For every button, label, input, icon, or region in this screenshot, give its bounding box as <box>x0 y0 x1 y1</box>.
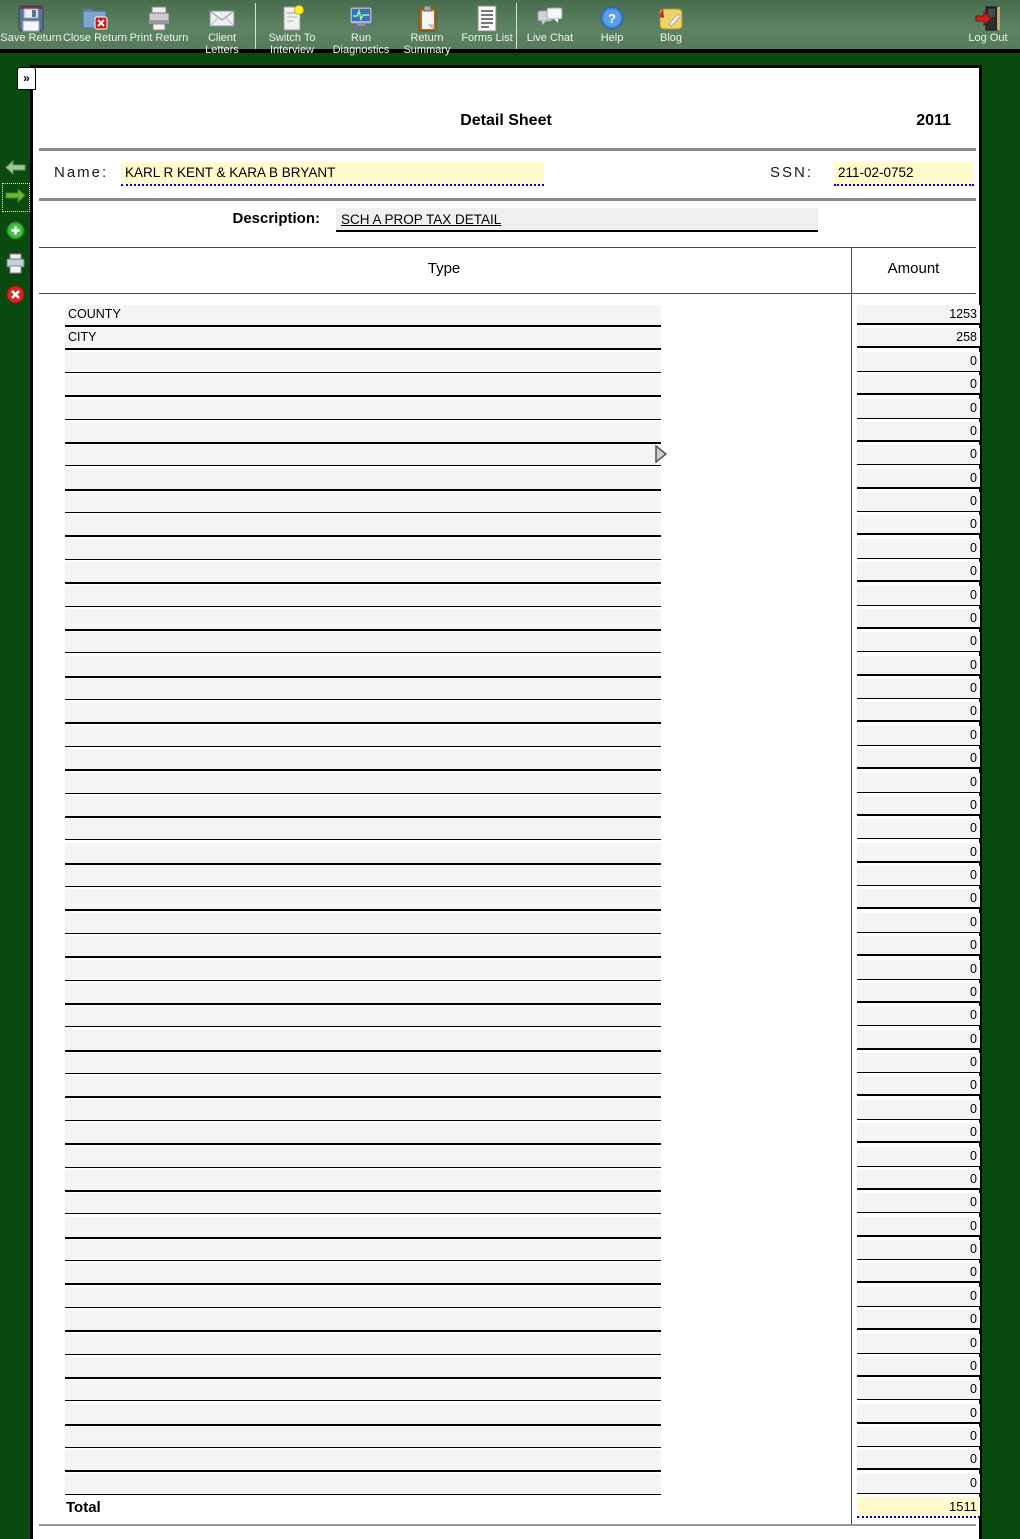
table-row <box>33 1099 979 1122</box>
type-field[interactable] <box>65 609 661 631</box>
print-form-button[interactable] <box>0 253 30 279</box>
table-rows <box>33 304 979 1496</box>
table-row <box>33 351 979 374</box>
amount-field[interactable]: 0 <box>857 889 980 909</box>
table-row <box>33 1426 979 1449</box>
table-row <box>33 1333 979 1356</box>
toolbar-separator <box>516 3 517 49</box>
table-row <box>33 538 979 561</box>
type-field[interactable] <box>65 843 661 865</box>
amount-field[interactable]: 0 <box>857 1240 980 1260</box>
sidebar-expand-tab[interactable] <box>17 67 36 90</box>
type-field[interactable] <box>65 1427 661 1448</box>
printer-icon <box>144 4 174 32</box>
table-row <box>33 748 979 771</box>
table-row <box>33 959 979 982</box>
folder-close-icon <box>80 4 110 32</box>
amount-field[interactable]: 0 <box>857 749 980 769</box>
log-out-label: Log Out <box>968 32 1008 44</box>
amount-field[interactable]: 0 <box>857 1404 980 1424</box>
toolbar-separator <box>255 3 256 49</box>
envelope-icon <box>207 4 237 32</box>
type-field[interactable] <box>65 1170 661 1192</box>
amount-field[interactable]: 0 <box>857 492 980 512</box>
table-row <box>33 444 979 467</box>
table-row <box>33 374 979 397</box>
amount-field[interactable]: 0 <box>857 913 980 933</box>
table-row <box>33 912 979 935</box>
amount-field[interactable]: 0 <box>857 702 980 722</box>
name-field[interactable]: KARL R KENT & KARA B BRYANT <box>121 162 544 186</box>
table-header <box>39 247 976 294</box>
table-row <box>33 1356 979 1379</box>
mouse-cursor <box>655 445 669 463</box>
svg-text:?: ? <box>608 10 616 26</box>
type-field[interactable] <box>65 702 661 724</box>
bottom-divider <box>39 1524 976 1526</box>
amount-field[interactable]: 0 <box>857 422 980 442</box>
table-row <box>33 772 979 795</box>
type-field[interactable] <box>65 375 661 397</box>
type-field[interactable] <box>65 1100 661 1121</box>
table-row <box>33 1029 979 1052</box>
table-row <box>33 631 979 654</box>
total-label: Total <box>66 1499 101 1516</box>
type-field[interactable] <box>65 796 661 818</box>
table-row <box>33 1005 979 1028</box>
type-field[interactable]: CITY <box>65 328 661 350</box>
nav-back-button[interactable] <box>0 160 30 180</box>
amount-field[interactable]: 0 <box>857 1334 980 1354</box>
type-field[interactable] <box>65 1450 661 1472</box>
interview-document-icon <box>277 4 307 32</box>
help-label: Help <box>600 32 624 44</box>
left-sidebar <box>0 57 30 1539</box>
amount-field[interactable]: 0 <box>857 1474 980 1494</box>
floppy-disk-icon <box>16 4 46 32</box>
detail-sheet-page <box>30 65 982 1539</box>
type-field[interactable] <box>65 562 661 584</box>
amount-field[interactable]: 1253 <box>857 305 980 325</box>
add-form-button[interactable] <box>0 221 30 245</box>
table-row <box>33 327 979 350</box>
amount-field[interactable]: 0 <box>857 609 980 629</box>
table-row <box>33 842 979 865</box>
type-field[interactable]: COUNTY <box>65 305 661 327</box>
amount-field[interactable]: 0 <box>857 983 980 1003</box>
forms-list-button[interactable] <box>459 3 515 44</box>
amount-field[interactable]: 0 <box>857 960 980 980</box>
type-field[interactable] <box>65 1287 661 1308</box>
main-toolbar <box>0 0 1020 56</box>
diagnostics-monitor-icon <box>346 4 376 32</box>
table-row <box>33 1309 979 1332</box>
amount-field[interactable]: 0 <box>857 843 980 863</box>
help-button[interactable] <box>582 3 642 44</box>
table-row <box>33 818 979 841</box>
table-row <box>33 982 979 1005</box>
table-row <box>33 725 979 748</box>
amount-field[interactable]: 0 <box>857 515 980 535</box>
amount-field[interactable]: 0 <box>857 1147 980 1167</box>
type-field[interactable] <box>65 515 661 537</box>
table-row <box>33 398 979 421</box>
table-row <box>33 1403 979 1426</box>
amount-field[interactable]: 0 <box>857 1006 980 1026</box>
type-field[interactable] <box>65 773 661 794</box>
amount-field[interactable]: 0 <box>857 1123 980 1143</box>
amount-field[interactable]: 0 <box>857 1030 980 1050</box>
expand-chevrons: » <box>23 71 30 85</box>
switch-to-interview-label: Switch To Interview <box>268 32 316 56</box>
table-row <box>33 935 979 958</box>
table-row <box>33 1192 979 1215</box>
type-field[interactable] <box>65 1123 661 1145</box>
total-amount-field[interactable]: 1511 <box>857 1497 980 1518</box>
forms-list-label: Forms List <box>461 32 513 44</box>
amount-field[interactable]: 0 <box>857 586 980 606</box>
amount-field[interactable]: 0 <box>857 352 980 372</box>
return-summary-label: Return Summary <box>403 32 451 56</box>
type-field[interactable] <box>65 1147 661 1168</box>
description-label: Description: <box>232 210 320 227</box>
type-field[interactable] <box>65 1404 661 1426</box>
save-return-label: Save Return <box>0 32 62 44</box>
amount-field[interactable]: 0 <box>857 1287 980 1307</box>
printer-icon <box>4 253 27 279</box>
table-row <box>33 468 979 491</box>
close-form-button[interactable] <box>0 285 30 309</box>
type-column-header: Type <box>427 260 461 277</box>
table-row <box>33 421 979 444</box>
client-letters-button[interactable] <box>190 3 254 56</box>
amount-field[interactable]: 0 <box>857 726 980 746</box>
close-return-label: Close Return <box>62 32 128 44</box>
blog-label: Blog <box>659 32 683 44</box>
amount-field[interactable]: 0 <box>857 796 980 816</box>
amount-field[interactable]: 258 <box>857 328 980 348</box>
blog-button[interactable] <box>642 3 700 44</box>
run-diagnostics-label: Run Diagnostics <box>332 32 390 56</box>
type-field[interactable] <box>65 1310 661 1332</box>
nav-back-arrow-icon <box>4 160 26 180</box>
amount-field[interactable]: 0 <box>857 1170 980 1190</box>
ssn-label: SSN: <box>770 164 814 181</box>
amount-field[interactable]: 0 <box>857 539 980 559</box>
type-field[interactable] <box>65 1076 661 1098</box>
ssn-field[interactable]: 211-02-0752 <box>834 162 974 186</box>
amount-field[interactable]: 0 <box>857 1053 980 1073</box>
tax-year: 2011 <box>916 112 951 129</box>
table-row <box>33 865 979 888</box>
blog-scroll-icon <box>656 4 686 32</box>
log-out-button[interactable] <box>956 3 1020 44</box>
chat-bubbles-icon <box>535 4 565 32</box>
page-title: Detail Sheet <box>460 112 552 129</box>
type-field[interactable] <box>65 656 661 678</box>
table-row <box>33 888 979 911</box>
type-field[interactable] <box>65 1240 661 1261</box>
type-field[interactable] <box>65 469 661 491</box>
type-field[interactable] <box>65 1193 661 1214</box>
type-field[interactable] <box>65 399 661 420</box>
type-field[interactable] <box>65 492 661 513</box>
type-field[interactable] <box>65 679 661 700</box>
clipboard-icon <box>412 4 442 32</box>
table-row <box>33 561 979 584</box>
table-row <box>33 514 979 537</box>
type-field[interactable] <box>65 539 661 560</box>
save-return-button[interactable] <box>0 3 62 44</box>
type-field[interactable] <box>65 586 661 607</box>
amount-field[interactable]: 0 <box>857 1427 980 1447</box>
table-row <box>33 1052 979 1075</box>
type-field[interactable] <box>65 445 661 466</box>
table-row <box>33 1262 979 1285</box>
name-label: Name: <box>54 164 109 181</box>
amount-field[interactable]: 0 <box>857 1100 980 1120</box>
table-row <box>33 1239 979 1262</box>
type-field[interactable] <box>65 913 661 934</box>
client-letters-label: Client Letters <box>205 32 239 56</box>
title-row <box>33 112 979 134</box>
amount-field[interactable]: 0 <box>857 562 980 582</box>
table-row <box>33 701 979 724</box>
table-row <box>33 1169 979 1192</box>
amount-field[interactable]: 0 <box>857 1217 980 1237</box>
add-circle-icon <box>6 221 25 245</box>
table-row <box>33 1122 979 1145</box>
type-field[interactable] <box>65 1357 661 1379</box>
amount-column-header: Amount <box>887 260 940 277</box>
divider-line <box>39 198 976 201</box>
print-return-button[interactable] <box>128 3 190 44</box>
amount-field[interactable]: 0 <box>857 1193 980 1213</box>
type-field[interactable] <box>65 1474 661 1495</box>
amount-field[interactable]: 0 <box>857 399 980 419</box>
divider-line <box>39 148 976 151</box>
forms-list-document-icon <box>472 4 502 32</box>
close-return-button[interactable] <box>62 3 128 44</box>
nav-forward-button[interactable] <box>2 183 30 212</box>
nav-forward-arrow-icon <box>5 188 27 208</box>
description-row <box>33 208 979 238</box>
table-row <box>33 608 979 631</box>
print-return-label: Print Return <box>129 32 189 44</box>
amount-field[interactable]: 0 <box>857 866 980 886</box>
live-chat-button[interactable] <box>518 3 582 44</box>
table-row <box>33 1473 979 1496</box>
table-row <box>33 655 979 678</box>
logout-door-icon <box>973 4 1003 32</box>
amount-field[interactable]: 0 <box>857 679 980 699</box>
type-field[interactable] <box>65 1006 661 1027</box>
table-row <box>33 304 979 327</box>
amount-field[interactable]: 0 <box>857 1357 980 1377</box>
amount-field[interactable]: 0 <box>857 632 980 652</box>
amount-field[interactable]: 0 <box>857 1076 980 1096</box>
amount-field[interactable]: 0 <box>857 1450 980 1470</box>
total-row <box>33 1497 979 1523</box>
help-question-circle-icon <box>597 4 627 32</box>
type-field[interactable] <box>65 726 661 747</box>
type-field[interactable] <box>65 749 661 771</box>
amount-field[interactable]: 0 <box>857 936 980 956</box>
return-summary-button[interactable] <box>395 3 459 56</box>
table-row <box>33 1216 979 1239</box>
amount-field[interactable]: 0 <box>857 819 980 839</box>
run-diagnostics-button[interactable] <box>327 3 395 56</box>
type-field[interactable] <box>65 1263 661 1285</box>
table-row <box>33 1449 979 1472</box>
type-field[interactable] <box>65 983 661 1005</box>
type-field[interactable] <box>65 936 661 958</box>
live-chat-label: Live Chat <box>526 32 574 44</box>
type-field[interactable] <box>65 866 661 887</box>
description-field[interactable]: SCH A PROP TAX DETAIL <box>336 208 818 232</box>
type-field[interactable] <box>65 1380 661 1401</box>
type-field[interactable] <box>65 889 661 911</box>
type-field[interactable] <box>65 819 661 840</box>
table-row <box>33 678 979 701</box>
amount-field[interactable]: 0 <box>857 1310 980 1330</box>
type-field[interactable] <box>65 1053 661 1074</box>
type-field[interactable] <box>65 960 661 981</box>
switch-to-interview-button[interactable] <box>257 3 327 56</box>
table-row <box>33 1379 979 1402</box>
type-field[interactable] <box>65 422 661 444</box>
amount-field[interactable]: 0 <box>857 773 980 793</box>
table-row <box>33 1075 979 1098</box>
type-field[interactable] <box>65 1030 661 1052</box>
amount-field[interactable]: 0 <box>857 375 980 395</box>
type-field[interactable] <box>65 1217 661 1239</box>
amount-field[interactable]: 0 <box>857 469 980 489</box>
amount-field[interactable]: 0 <box>857 656 980 676</box>
amount-field[interactable]: 0 <box>857 445 980 465</box>
table-row <box>33 1286 979 1309</box>
type-field[interactable] <box>65 632 661 653</box>
close-circle-icon <box>6 285 25 309</box>
table-row <box>33 1146 979 1169</box>
table-row <box>33 491 979 514</box>
amount-field[interactable]: 0 <box>857 1263 980 1283</box>
table-row <box>33 585 979 608</box>
name-row <box>33 162 979 190</box>
table-row <box>33 795 979 818</box>
amount-field[interactable]: 0 <box>857 1380 980 1400</box>
type-field[interactable] <box>65 1334 661 1355</box>
type-field[interactable] <box>65 352 661 373</box>
